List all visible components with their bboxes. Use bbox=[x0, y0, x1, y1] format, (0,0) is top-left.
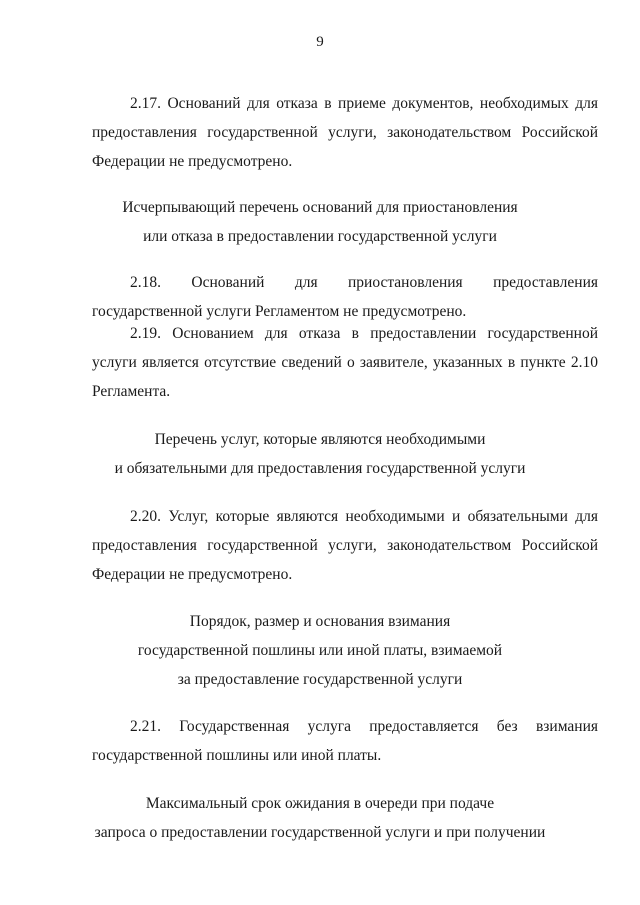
heading-suspension-grounds bbox=[60, 193, 580, 251]
paragraph-2-19-text: 2.19. Основанием для отказа в предоставлении государственной услуги является отсутствие сведений о заявителе, указанных в пункте 2.10 Регламента. bbox=[92, 325, 598, 400]
heading-fee bbox=[60, 607, 580, 694]
paragraph-2-17-text: 2.17. Оснований для отказа в приеме документов, необходимых для предоставления государственной услуги, законодательством Российской Федерации не предусмотрено. bbox=[92, 95, 598, 170]
paragraph-2-18-text: 2.18. Оснований для приостановления предоставления государственной услуги Регламентом не предусмотрено. bbox=[92, 274, 598, 320]
paragraph-2-17 bbox=[92, 89, 598, 176]
heading-services-line-1: Перечень услуг, которые являются необходимыми bbox=[154, 431, 486, 448]
heading-queue-line-1: Максимальный срок ожидания в очереди при подаче bbox=[145, 795, 495, 812]
paragraph-2-21 bbox=[92, 712, 598, 770]
paragraph-2-19 bbox=[92, 319, 598, 406]
heading-suspension-line-2: или отказа в предоставлении государственной услуги bbox=[143, 228, 497, 245]
paragraph-2-20-text: 2.20. Услуг, которые являются необходимыми и обязательными для предоставления государственной услуги, законодательством Российской Федерации не предусмотрено. bbox=[92, 508, 598, 583]
paragraph-2-18 bbox=[92, 268, 598, 326]
heading-suspension-line-1: Исчерпывающий перечень оснований для приостановления bbox=[122, 199, 518, 216]
heading-fee-line-3: за предоставление государственной услуги bbox=[177, 671, 463, 688]
heading-fee-line-1: Порядок, размер и основания взимания bbox=[189, 613, 451, 630]
heading-required-services bbox=[60, 425, 580, 483]
heading-queue bbox=[60, 789, 580, 847]
heading-services-line-2: и обязательными для предоставления государственной услуги bbox=[114, 460, 526, 477]
heading-queue-line-2: запроса о предоставлении государственной услуги и при получении bbox=[94, 824, 546, 841]
heading-fee-line-2: государственной пошлины или иной платы, взимаемой bbox=[137, 642, 503, 659]
paragraph-2-21-text: 2.21. Государственная услуга предоставляется без взимания государственной пошлины или иной платы. bbox=[92, 718, 598, 764]
page-number: 9 bbox=[316, 34, 324, 50]
paragraph-2-20 bbox=[92, 502, 598, 589]
